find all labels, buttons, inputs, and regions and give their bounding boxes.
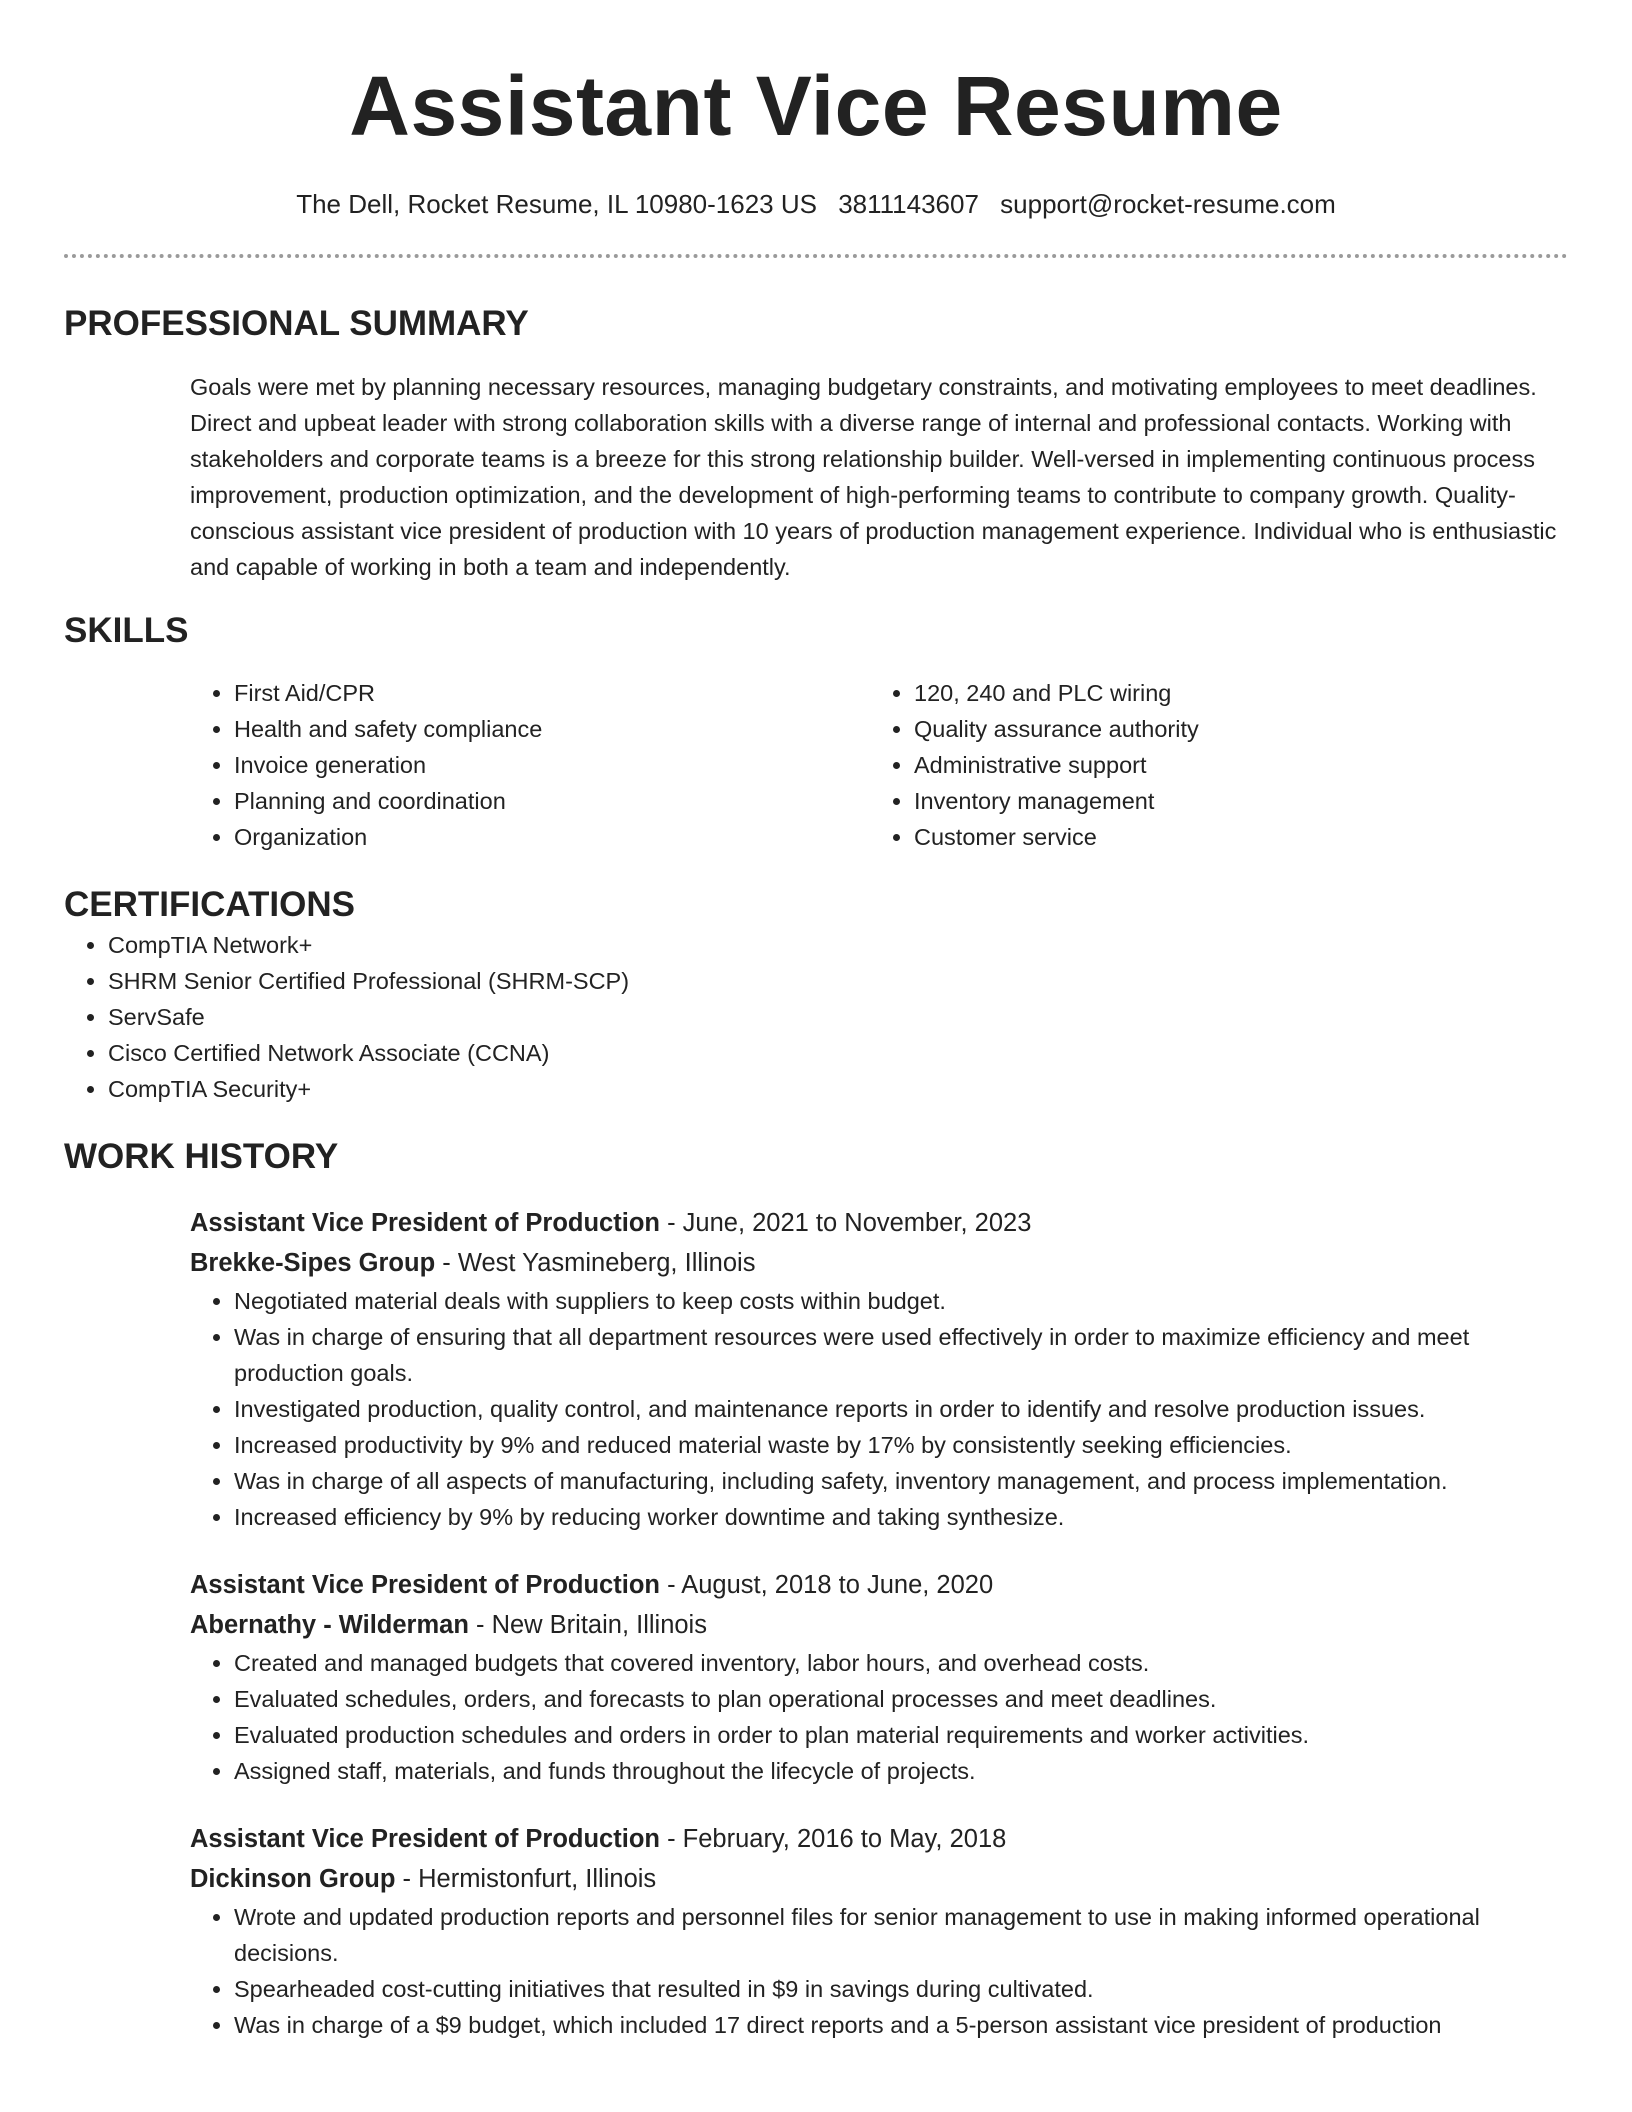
- skill-item: • Quality assurance authority: [914, 711, 1550, 747]
- skills-list-left: [190, 675, 870, 855]
- job-dates: - February, 2016 to May, 2018: [659, 1825, 1007, 1853]
- job-title-line: [190, 1565, 1568, 1605]
- contact-address: The Dell, Rocket Resume, IL 10980-1623 US: [296, 189, 817, 219]
- job-entry: [190, 1203, 1568, 1535]
- resume-name: Assistant Vice Resume: [349, 59, 1283, 153]
- job-bullet: • Was in charge of ensuring that all department resources were used effectively in order to maximize efficiency and meet production goals.: [234, 1319, 1568, 1391]
- job-title: Assistant Vice President of Production: [190, 1825, 660, 1853]
- skills-list-right: [870, 675, 1550, 855]
- certification-item: • CompTIA Network+: [108, 927, 1568, 963]
- job-title-line: [190, 1819, 1568, 1859]
- skill-item: • Planning and coordination: [234, 783, 870, 819]
- job-bullet: • Spearheaded cost-cutting initiatives that resulted in $9 in savings during cultivated.: [234, 1971, 1568, 2007]
- skill-item: • Administrative support: [914, 747, 1550, 783]
- job-bullet: • Wrote and updated production reports and personnel files for senior management to use in making informed operational decisions.: [234, 1899, 1568, 1971]
- certifications-heading: CERTIFICATIONS: [64, 885, 356, 924]
- job-location: - Hermistonfurt, Illinois: [395, 1865, 657, 1893]
- certification-item: • CompTIA Security+: [108, 1071, 1568, 1107]
- job-bullet: • Increased efficiency by 9% by reducing worker downtime and taking synthesize.: [234, 1499, 1568, 1535]
- job-dates: - August, 2018 to June, 2020: [659, 1571, 994, 1599]
- certifications-list: [64, 927, 1568, 1107]
- skill-item: • Invoice generation: [234, 747, 870, 783]
- skill-item: • Customer service: [914, 819, 1550, 855]
- certification-item: • SHRM Senior Certified Professional (SHRM-SCP): [108, 963, 1568, 999]
- job-bullets: [190, 1645, 1568, 1789]
- job-bullets: [190, 1283, 1568, 1535]
- job-bullet: • Evaluated production schedules and orders in order to plan material requirements and worker activities.: [234, 1717, 1568, 1753]
- certification-item: • Cisco Certified Network Associate (CCNA): [108, 1035, 1568, 1071]
- contact-line: [64, 188, 1568, 220]
- job-bullet: • Investigated production, quality control, and maintenance reports in order to identify and resolve production issues.: [234, 1391, 1568, 1427]
- job-title: Assistant Vice President of Production: [190, 1571, 660, 1599]
- job-entry: [190, 1565, 1568, 1789]
- resume-page: [64, 0, 1568, 2043]
- job-bullet: • Evaluated schedules, orders, and forecasts to plan operational processes and meet deadlines.: [234, 1681, 1568, 1717]
- skill-item: • Organization: [234, 819, 870, 855]
- skills-grid: [190, 675, 1568, 855]
- job-bullet: • Assigned staff, materials, and funds throughout the lifecycle of projects.: [234, 1753, 1568, 1789]
- job-company-line: [190, 1243, 1568, 1283]
- job-dates: - June, 2021 to November, 2023: [659, 1209, 1032, 1237]
- job-bullet: • Was in charge of all aspects of manufacturing, including safety, inventory management, and process implementation.: [234, 1463, 1568, 1499]
- job-location: - New Britain, Illinois: [468, 1611, 707, 1639]
- job-company-line: [190, 1605, 1568, 1645]
- job-location: - West Yasmineberg, Illinois: [435, 1249, 756, 1277]
- skill-item: • First Aid/CPR: [234, 675, 870, 711]
- contact-email: support@rocket-resume.com: [1000, 189, 1336, 219]
- job-bullet: • Negotiated material deals with suppliers to keep costs within budget.: [234, 1283, 1568, 1319]
- header-divider: [64, 254, 1568, 258]
- skill-item: • Inventory management: [914, 783, 1550, 819]
- skills-heading: SKILLS: [64, 611, 189, 650]
- job-title-line: [190, 1203, 1568, 1243]
- skill-item: • Health and safety compliance: [234, 711, 870, 747]
- job-company-line: [190, 1859, 1568, 1899]
- summary-text: Goals were met by planning necessary resources, managing budgetary constraints, and motivating employees to meet deadlines. Direct and upbeat leader with strong collaboration skills with a diverse range of internal and professional contacts. Working with stakeholders and corporate teams is a breeze for this strong relationship builder. Well-versed in implementing continuous process improvement, production optimization, and the development of high-performing teams to contribute to company growth. Quality-conscious assistant vice president of production with 10 years of production management experience. Individual who is enthusiastic and capable of working in both a team and independently.: [190, 374, 1557, 580]
- job-company: Brekke-Sipes Group: [190, 1249, 436, 1277]
- job-bullet: • Increased productivity by 9% and reduced material waste by 17% by consistently seeking efficiencies.: [234, 1427, 1568, 1463]
- summary-heading: PROFESSIONAL SUMMARY: [64, 304, 529, 343]
- job-entry: [190, 1819, 1568, 2043]
- certification-item: • ServSafe: [108, 999, 1568, 1035]
- job-company: Dickinson Group: [190, 1865, 396, 1893]
- work-history-heading: WORK HISTORY: [64, 1137, 339, 1176]
- job-bullet: • Was in charge of a $9 budget, which included 17 direct reports and a 5-person assistant vice president of production: [234, 2007, 1568, 2043]
- skill-item: • 120, 240 and PLC wiring: [914, 675, 1550, 711]
- contact-phone: 3811143607: [838, 189, 979, 219]
- job-bullet: • Created and managed budgets that covered inventory, labor hours, and overhead costs.: [234, 1645, 1568, 1681]
- job-title: Assistant Vice President of Production: [190, 1209, 660, 1237]
- job-bullets: [190, 1899, 1568, 2043]
- job-company: Abernathy - Wilderman: [190, 1611, 469, 1639]
